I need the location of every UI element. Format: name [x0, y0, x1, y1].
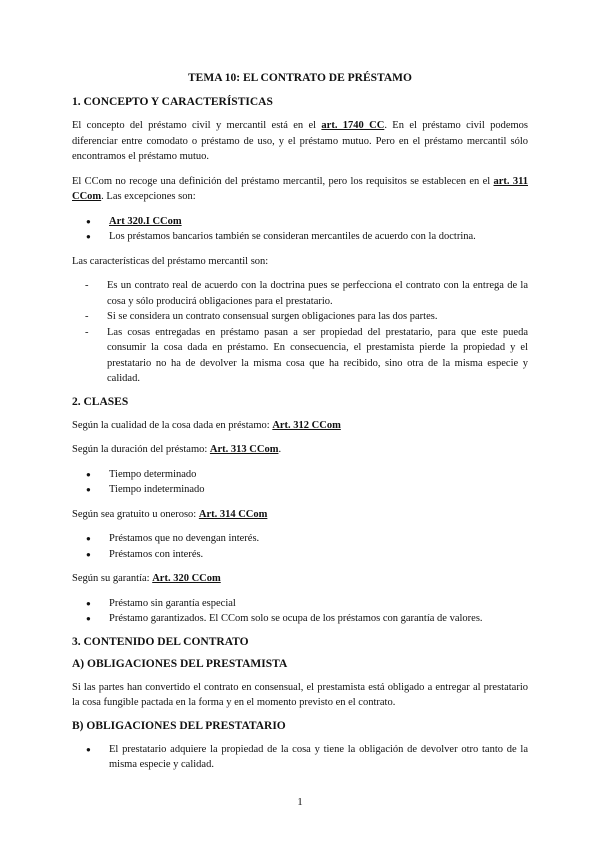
section-heading-contenido: 3. CONTENIDO DEL CONTRATO	[72, 635, 249, 648]
list-item: - Es un contrato real de acuerdo con la doctrina pues se perfecciona el contrato con la entrega de la cosa y sólo producirá obligaciones para el prestatario.	[72, 278, 528, 309]
list-item: ● Préstamo sin garantía especial	[72, 596, 528, 612]
reference-art-313: Art. 313 CCom	[209, 444, 279, 455]
list-item: ● El prestatario adquiere la propiedad de la cosa y tiene la obligación de devolver otro tanto de la misma especie y calidad.	[72, 742, 528, 773]
paragraph-prestamista: Si las partes han convertido el contrato en consensual, el prestamista está obligado a entregar al prestatario la cosa fungible pactada en la forma y en el momento previsto en el contrato.	[72, 681, 528, 708]
list-item: ● Préstamo garantizados. El CCom solo se ocupa de los préstamos con garantía de valores.	[72, 611, 528, 627]
section-heading-concepto: 1. CONCEPTO Y CARACTERÍSTICAS	[72, 96, 273, 108]
list-item: ● Préstamos con interés.	[72, 547, 528, 563]
paragraph-cualidad: Según la cualidad de la cosa dada en préstamo: Art. 312 CCom	[72, 419, 341, 431]
exceptions-list	[72, 214, 528, 245]
characteristics-list	[72, 278, 528, 387]
paragraph-gratuito: Según sea gratuito u oneroso: Art. 314 CCom	[72, 508, 268, 520]
reference-art-1740: art. 1740 CC	[321, 120, 385, 131]
borrower-obligations-list	[72, 742, 528, 773]
duration-list	[72, 467, 528, 498]
subheading-prestamista: A) OBLIGACIONES DEL PRESTAMISTA	[72, 657, 288, 670]
list-item: - Si se considera un contrato consensual surgen obligaciones para las dos partes.	[72, 309, 528, 325]
reference-art-320-i: Art 320.I CCom	[109, 215, 182, 227]
paragraph-concepto: El concepto del préstamo civil y mercantil está en el art. 1740 CC. En el préstamo civil podemos diferenciar entre comodato o préstamo de uso, y el préstamo mutuo. Pero en el préstamo mercantil sólo encontramos el préstamo mutuo.	[72, 120, 529, 162]
paragraph-garantia: Según su garantía: Art. 320 CCom	[72, 573, 221, 584]
paragraph-caracteristicas: Las características del préstamo mercantil son:	[72, 255, 269, 267]
subheading-prestatario: B) OBLIGACIONES DEL PRESTATARIO	[72, 719, 286, 732]
paragraph-duracion: Según la duración del préstamo: Art. 313 CCom.	[72, 444, 282, 455]
reference-art-311: art. 311 CCom	[72, 175, 529, 202]
list-item: ● Préstamos que no devengan interés.	[72, 531, 528, 547]
section-heading-clases: 2. CLASES	[72, 395, 129, 408]
interest-list	[72, 531, 528, 562]
list-item: - Las cosas entregadas en préstamo pasan a ser propiedad del prestatario, para que este pueda consumir la cosa dada en préstamo. En consecuencia, el prestamista pierde la propiedad y el prestatario no ha de devolver la misma cosa que ha recibido, sino otra de la misma especie y calidad.	[72, 325, 528, 387]
reference-art-320: Art. 320 CCom	[152, 573, 221, 584]
reference-art-312: Art. 312 CCom	[272, 419, 341, 431]
paragraph-ccom: El CCom no recoge una definición del préstamo mercantil, pero los requisitos se establecen en el art. 311 CCom. Las excepciones son:	[72, 175, 529, 202]
list-item: ● Tiempo indeterminado	[72, 482, 528, 498]
list-item	[72, 214, 528, 230]
document-title: TEMA 10: EL CONTRATO DE PRÉSTAMO	[188, 72, 412, 84]
page-number: 1	[297, 796, 303, 808]
guarantee-list	[72, 596, 528, 627]
list-item: ● Tiempo determinado	[72, 467, 528, 483]
list-item: ● Los préstamos bancarios también se consideran mercantiles de acuerdo con la doctrina.	[72, 229, 528, 245]
reference-art-314: Art. 314 CCom	[198, 508, 268, 520]
